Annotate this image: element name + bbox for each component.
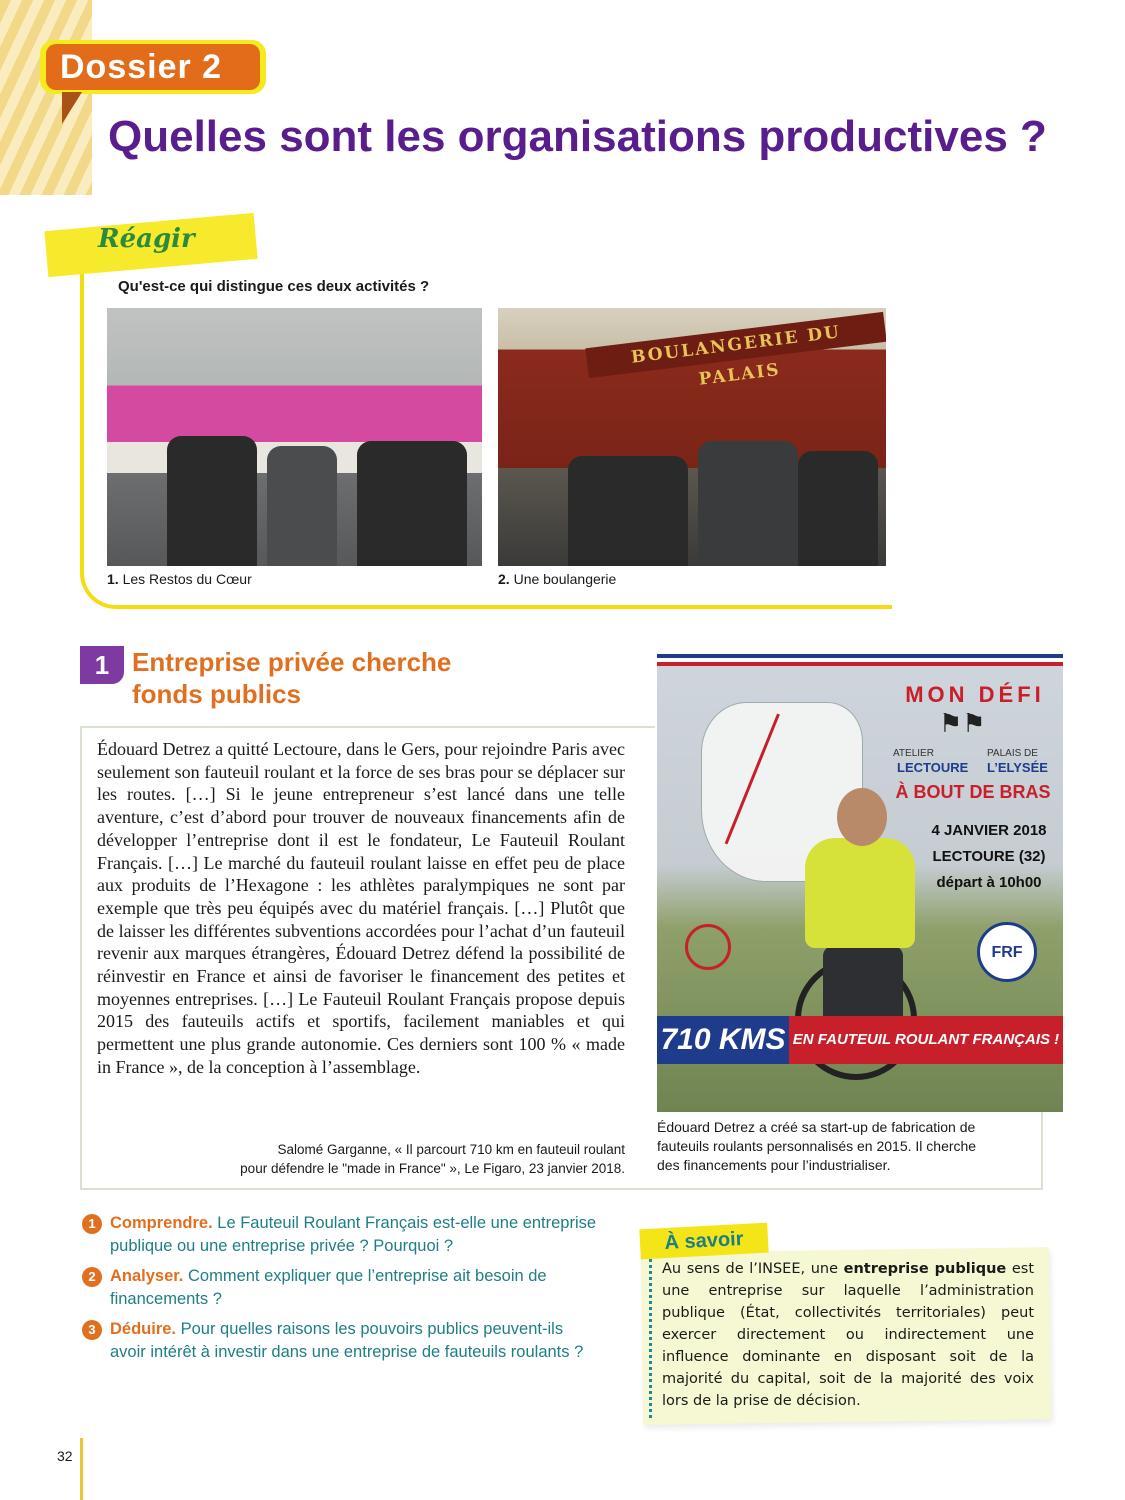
crowd-figure <box>167 436 257 566</box>
article-text: Édouard Detrez a quitté Lectoure, dans le Gers, pour rejoindre Paris avec seulement son fauteuil roulant et la force de ses bras pour se déplacer sur les routes. […] Si le jeune entrepreneur s’est lancé dans une telle aventure, c’est d’abord pour trouver de nouveaux financements afin de développer l’entreprise dont il est le fondateur, Le Fauteuil Roulant Français. […] Le marché du fauteuil roulant laisse en effet peu de place aux produits de l’Hexagone : les athlètes paralympiques ne sont par exemple que très peu équipés avec du matériel français. […] Plutôt que de laisser les différentes subventions accordées pour l’achat d’un fauteuil revenir aux marques étrangères, Édouard Detrez défend la possibilité de réinvestir en France et ainsi de favoriser le financement des petites et moyennes entreprises. […] Le Fauteuil Roulant Français propose depuis 2015 des fauteuils actifs et sportifs, facilement maniables et qui permettent une plus grande autonomie. Ces derniers sont 100 % « made in France », de la conception à l’assemblage. <box>97 739 625 1077</box>
reagir-question: Qu'est-ce qui distingue ces deux activités ? <box>118 278 430 295</box>
reagir-label: Réagir <box>98 224 195 254</box>
photo-caption-1: 1. Les Restos du Cœur <box>107 571 252 587</box>
crowd-figure <box>267 446 337 566</box>
yellow-vest <box>805 838 915 948</box>
poster-title: MON DÉFI <box>905 682 1045 707</box>
poster-palais: PALAIS DE <box>987 748 1038 759</box>
poster-lectoure: LECTOURE <box>897 760 969 775</box>
poster-mon-defi <box>657 654 1063 1112</box>
poster-elysee: L’ELYSÉE <box>987 760 1048 775</box>
crowd-figure <box>698 441 798 566</box>
document-number: 1 <box>80 646 124 684</box>
question-1: 1 Comprendre. Le Fauteuil Roulant Français est-elle une entreprise publique ou une entreprise privée ? Pourquoi ? <box>82 1212 602 1260</box>
document-frame-top <box>80 726 655 728</box>
crowd-figure <box>798 451 878 566</box>
wheelchair-logo-icon <box>685 924 731 970</box>
bakery-sign: BOULANGERIE DU PALAIS <box>585 312 886 378</box>
document-title: Entreprise privée cherche fonds publics <box>132 647 452 709</box>
a-savoir-dotted-rule <box>649 1252 652 1418</box>
question-3: 3 Déduire. Pour quelles raisons les pouvoirs publics peuvent-ils avoir intérêt à investir dans une entreprise de fauteuils roulants ? <box>82 1318 602 1366</box>
poster-caption: Édouard Detrez a créé sa start-up de fabrication de fauteuils roulants personnalisés en 2015. Il cherche des financements pour l’industrialiser. <box>657 1119 977 1173</box>
poster-bout-de-bras: À BOUT DE BRAS <box>895 782 1051 802</box>
page-bar <box>80 1438 83 1500</box>
a-savoir-text: Au sens de l’INSEE, une entreprise publique est une entreprise sur laquelle l’administration publique (État, collectivités territoriales) peut exercer directement ou indirectement une influence dominante en disposant soit de la majorité du capital, soit de la majorité des voix lors de la prise de décision. <box>662 1261 1034 1409</box>
a-savoir-title: À savoir <box>639 1223 768 1260</box>
page-title: Quelles sont les organisations productives ? <box>108 112 1047 161</box>
page-number: 32 <box>57 1448 73 1464</box>
question-number: 1 <box>82 1214 102 1234</box>
photo-caption-2: 2. Une boulangerie <box>498 571 617 587</box>
question-2: 2 Analyser. Comment expliquer que l’entreprise ait besoin de financements ? <box>82 1265 602 1313</box>
poster-date-block: 4 JANVIER 2018 LECTOURE (32) départ à 10h00 <box>931 822 1047 891</box>
frf-logo: FRF <box>977 922 1037 982</box>
question-number: 3 <box>82 1320 102 1340</box>
question-number: 2 <box>82 1267 102 1287</box>
crowd-figure <box>357 441 467 566</box>
checkered-flags-icon: ⚑⚑ <box>939 708 986 738</box>
head <box>837 788 887 846</box>
dossier-label: Dossier 2 <box>46 44 260 90</box>
poster-stripe-red <box>657 662 1063 666</box>
crowd-figure <box>568 456 688 566</box>
photo-boulangerie <box>498 308 886 566</box>
poster-atelier: ATELIER <box>893 748 934 759</box>
poster-kms: 710 KMS <box>657 1016 789 1064</box>
article-source: Salomé Garganne, « Il parcourt 710 km en fauteuil roulant pour défendre le "made in France" », Le Figaro, 23 janvier 2018. <box>240 1142 625 1176</box>
photo-restos-du-coeur <box>107 308 482 566</box>
poster-slogan: EN FAUTEUIL ROULANT FRANÇAIS ! <box>789 1016 1063 1064</box>
dossier-flag <box>62 92 82 124</box>
